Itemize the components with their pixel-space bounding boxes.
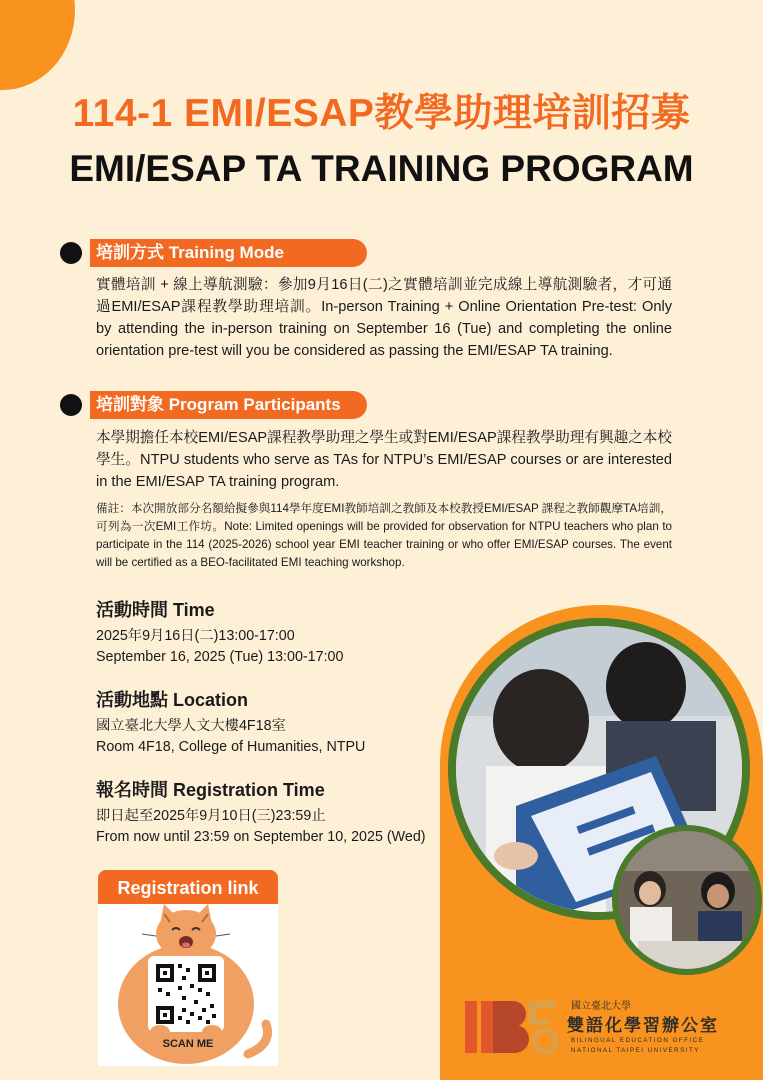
registration-link-label[interactable]: Registration link [98,870,278,906]
page-title-zh: 114-1 EMI/ESAP教學助理培訓招募 [72,92,691,135]
corner-decoration [0,0,75,90]
section-label: 培訓方式 Training Mode [90,239,367,267]
bullet-dot-icon [60,242,82,264]
time-en: September 16, 2025 (Tue) 13:00-17:00 [96,649,344,665]
participants-text: 本學期擔任本校EMI/ESAP課程教學助理之學生或對EMI/ESAP課程教學助理有興趣之本校學生。NTPU students who serve as TAs for NTPU’s EMI/ESAP courses or are interested in the EMI/ESAP TA training program. [96,430,672,490]
logo-org-en-2: NATIONAL TAIPEI UNIVERSITY [571,1047,700,1054]
location-en: Room 4F18, College of Humanities, NTPU [96,739,366,755]
time-block [96,598,456,668]
logo-org-zh-small: 國立臺北大學 [571,1001,631,1012]
logo-org-en-1: BILINGUAL EDUCATION OFFICE [571,1037,705,1044]
page-title-en: EMI/ESAP TA TRAINING PROGRAM [69,148,694,189]
beo-logo [463,995,753,1057]
beo-logo-mark-icon [463,995,563,1057]
registration-time-en: From now until 23:59 on September 10, 2025 (Wed) [96,829,426,845]
training-mode-text: 實體培訓 + 線上導航測驗：參加9月16日(二)之實體培訓並完成線上導航測驗者，才可通過EMI/ESAP課程教學助理培訓。In-person Training + Online Orientation Pre-test: Only by attending the in-person training on September 16 (Tue) and completing the online orientation pre-test will you be considered as passing the EMI/ESAP TA training. [96,277,672,359]
registration-time-title: 報名時間 Registration Time [96,780,325,800]
bullet-dot-icon [60,394,82,416]
scan-me-label: SCAN ME [162,1038,214,1050]
time-zh: 2025年9月16日(二)13:00-17:00 [96,628,295,644]
participants-note: 備註：本次開放部分名額給擬參與114學年度EMI教師培訓之教師及本校教授EMI/ESAP 課程之教師觀摩TA培訓，可列為一次EMI工作坊。Note: Limited openings will be provided for observation for NTPU teachers who plan to participate in the 114 (2025-2026) school year EMI teacher training or who offer EMI/ESAP courses. The event will be certified as a BEO-facilitated EMI teaching workshop. [96,502,672,569]
registration-qr-card[interactable] [98,904,278,1066]
photo-group-discussion [618,831,756,969]
registration-time-zh: 即日起至2025年9月10日(三)23:59止 [96,808,326,824]
location-zh: 國立臺北大學人文大樓4F18室 [96,718,286,734]
training-photo-small [612,825,762,975]
logo-org-zh: 雙語化學習辦公室 [567,1016,719,1036]
registration-time-block [96,778,456,848]
time-title: 活動時間 Time [96,600,215,620]
location-block [96,688,456,758]
section-label: 培訓對象 Program Participants [90,391,367,419]
location-title: 活動地點 Location [96,690,248,710]
